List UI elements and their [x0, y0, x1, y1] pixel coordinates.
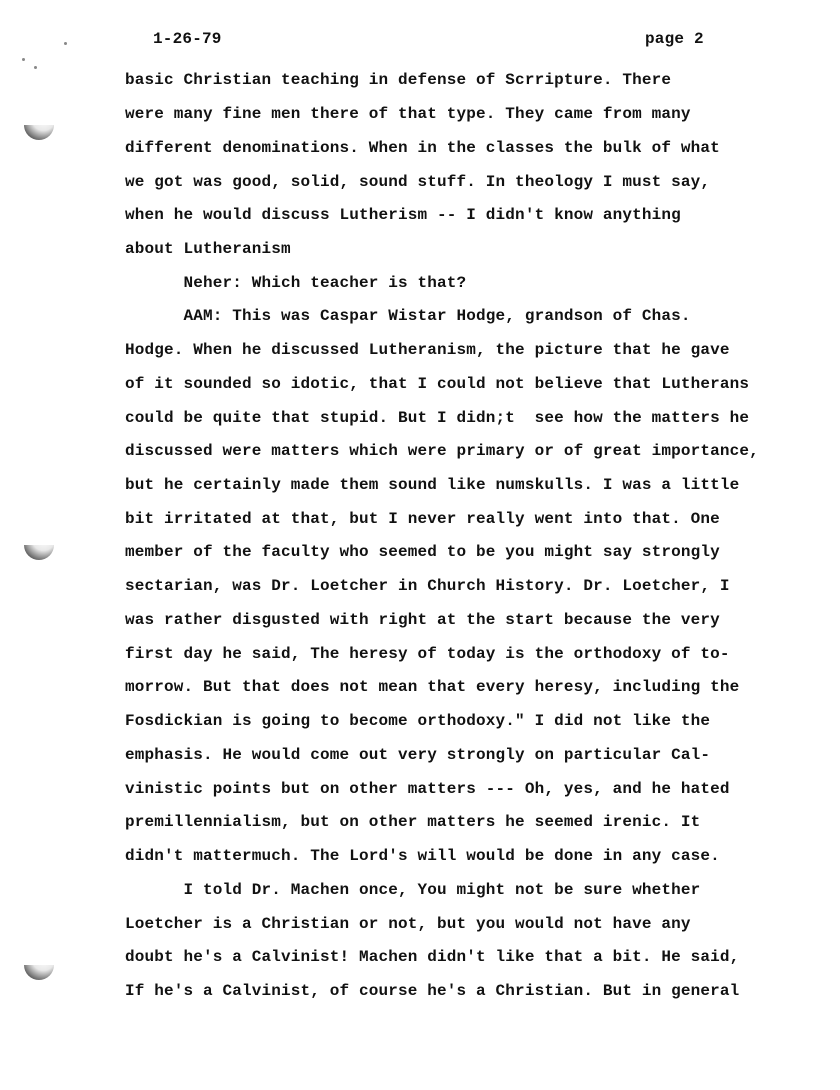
- text-line: basic Christian teaching in defense of Scrripture. There: [125, 71, 672, 89]
- header-page-number: page 2: [645, 30, 704, 48]
- punch-hole-bottom: [24, 950, 54, 980]
- text-line: morrow. But that does not mean that every heresy, including the: [125, 678, 740, 696]
- text-line: didn't mattermuch. The Lord's will would be done in any case.: [125, 847, 720, 865]
- text-line: Fosdickian is going to become orthodoxy." I did not like the: [125, 712, 711, 730]
- scan-speck: [22, 58, 25, 61]
- text-line: AAM: This was Caspar Wistar Hodge, grandson of Chas.: [125, 307, 691, 325]
- text-line: of it sounded so idotic, that I could not believe that Lutherans: [125, 375, 750, 393]
- punch-hole-middle: [24, 530, 54, 560]
- text-line: sectarian, was Dr. Loetcher in Church History. Dr. Loetcher, I: [125, 577, 730, 595]
- text-line: I told Dr. Machen once, You might not be sure whether: [125, 881, 701, 899]
- text-line: emphasis. He would come out very strongly on particular Cal-: [125, 746, 711, 764]
- scan-speck: [64, 42, 67, 45]
- text-line: but he certainly made them sound like numskulls. I was a little: [125, 476, 740, 494]
- text-line: If he's a Calvinist, of course he's a Christian. But in general: [125, 982, 740, 1000]
- text-line: member of the faculty who seemed to be you might say strongly: [125, 543, 720, 561]
- text-line: were many fine men there of that type. They came from many: [125, 105, 691, 123]
- text-line: doubt he's a Calvinist! Machen didn't like that a bit. He said,: [125, 948, 740, 966]
- scan-speck: [34, 66, 37, 69]
- text-line: discussed were matters which were primary or of great importance,: [125, 442, 759, 460]
- header-date: 1-26-79: [153, 30, 222, 48]
- text-line: when he would discuss Lutherism -- I didn't know anything: [125, 206, 681, 224]
- text-line: could be quite that stupid. But I didn;t see how the matters he: [125, 409, 750, 427]
- text-line: different denominations. When in the classes the bulk of what: [125, 139, 720, 157]
- text-line: first day he said, The heresy of today is the orthodoxy of to-: [125, 645, 730, 663]
- text-line: premillennialism, but on other matters he seemed irenic. It: [125, 813, 701, 831]
- text-line: vinistic points but on other matters --- Oh, yes, and he hated: [125, 780, 730, 798]
- punch-hole-top: [24, 110, 54, 140]
- text-line: about Lutheranism: [125, 240, 291, 258]
- text-line: Loetcher is a Christian or not, but you would not have any: [125, 915, 691, 933]
- text-line: bit irritated at that, but I never really went into that. One: [125, 510, 720, 528]
- text-line: was rather disgusted with right at the start because the very: [125, 611, 720, 629]
- text-line: Neher: Which teacher is that?: [125, 274, 467, 292]
- text-line: we got was good, solid, sound stuff. In theology I must say,: [125, 173, 711, 191]
- text-line: Hodge. When he discussed Lutheranism, the picture that he gave: [125, 341, 730, 359]
